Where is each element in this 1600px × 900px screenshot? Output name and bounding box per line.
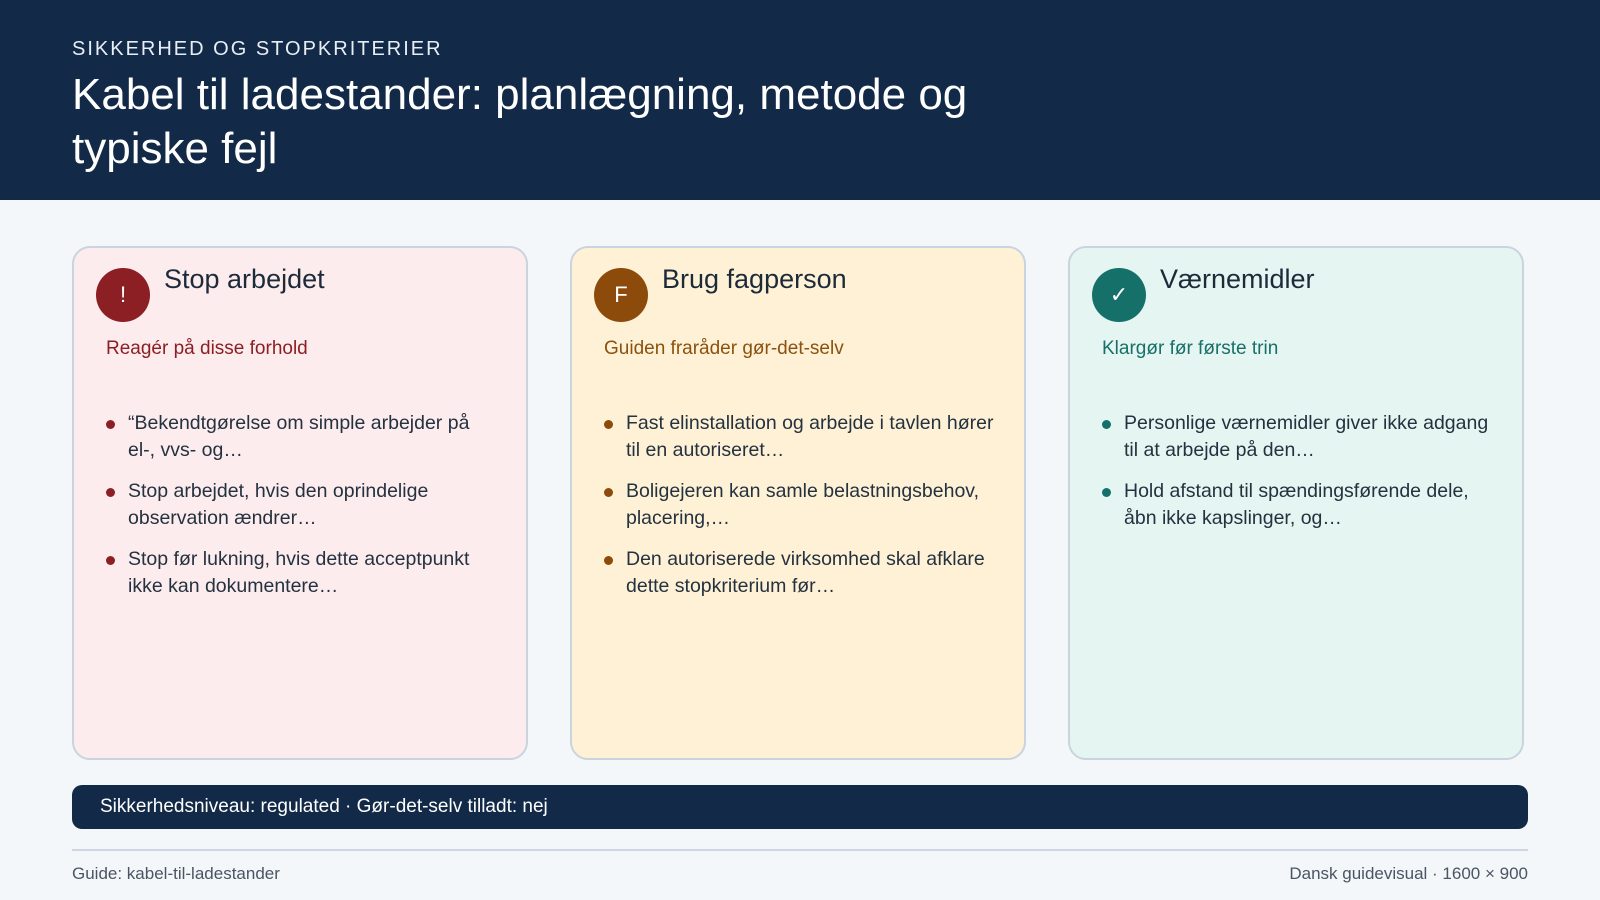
status-text: Sikkerhedsniveau: regulated · Gør-det-selv tilladt: nej (100, 796, 548, 817)
bullet-dot-icon (106, 488, 115, 497)
list-item (604, 546, 994, 600)
card-subtitle: Klargør før første trin (1102, 338, 1279, 359)
header-banner (0, 0, 1600, 200)
exclamation-icon: ! (96, 268, 150, 322)
list-item-text: Hold afstand til spændingsførende dele, åbn ikke kapslinger, og… (1124, 480, 1469, 529)
list-item-text: Boligejeren kan samle belastningsbehov, placering,… (626, 480, 980, 529)
list-item (604, 478, 994, 532)
list-item (604, 410, 994, 464)
bullet-dot-icon (106, 420, 115, 429)
list-item (1102, 410, 1492, 464)
list-item (1102, 478, 1492, 532)
list-item-text: Fast elinstallation og arbejde i tavlen hører til en autoriseret… (626, 412, 994, 461)
card-stop-arbejdet (72, 246, 528, 760)
bullet-list (106, 410, 496, 614)
bullet-dot-icon (604, 420, 613, 429)
card-title: Brug fagperson (662, 264, 847, 294)
card-subtitle: Reagér på disse forhold (106, 338, 308, 359)
card-brug-fagperson (570, 246, 1026, 760)
checkmark-icon: ✓ (1092, 268, 1146, 322)
footer-credit: Dansk guidevisual · 1600 × 900 (1289, 864, 1528, 883)
bullet-dot-icon (106, 556, 115, 565)
card-title: Stop arbejdet (164, 264, 325, 294)
list-item-text: “Bekendtgørelse om simple arbejder på el-, vvs- og… (128, 412, 470, 461)
bullet-dot-icon (1102, 488, 1111, 497)
card-title: Værnemidler (1160, 264, 1315, 294)
list-item-text: Den autoriserede virksomhed skal afklare dette stopkriterium før… (626, 548, 985, 597)
footer-guide-label: Guide: kabel-til-ladestander (72, 864, 280, 883)
section-eyebrow: SIKKERHED OG STOPKRITERIER (72, 38, 443, 60)
list-item-text: Personlige værnemidler giver ikke adgang til at arbejde på den… (1124, 412, 1489, 461)
bullet-list (1102, 410, 1492, 546)
card-subtitle: Guiden fraråder gør-det-selv (604, 338, 844, 359)
bullet-dot-icon (604, 488, 613, 497)
list-item (106, 478, 496, 532)
card-vaernemidler (1068, 246, 1524, 760)
letter-f-icon: F (594, 268, 648, 322)
list-item (106, 546, 496, 600)
bullet-dot-icon (1102, 420, 1111, 429)
list-item (106, 410, 496, 464)
list-item-text: Stop arbejdet, hvis den oprindelige observation ændrer… (128, 480, 429, 529)
footer-divider (72, 849, 1528, 851)
bullet-list (604, 410, 994, 614)
bullet-dot-icon (604, 556, 613, 565)
page-title: Kabel til ladestander: planlægning, metode og typiske fejl (72, 70, 968, 173)
status-bar (72, 785, 1528, 829)
list-item-text: Stop før lukning, hvis dette acceptpunkt ikke kan dokumentere… (128, 548, 470, 597)
